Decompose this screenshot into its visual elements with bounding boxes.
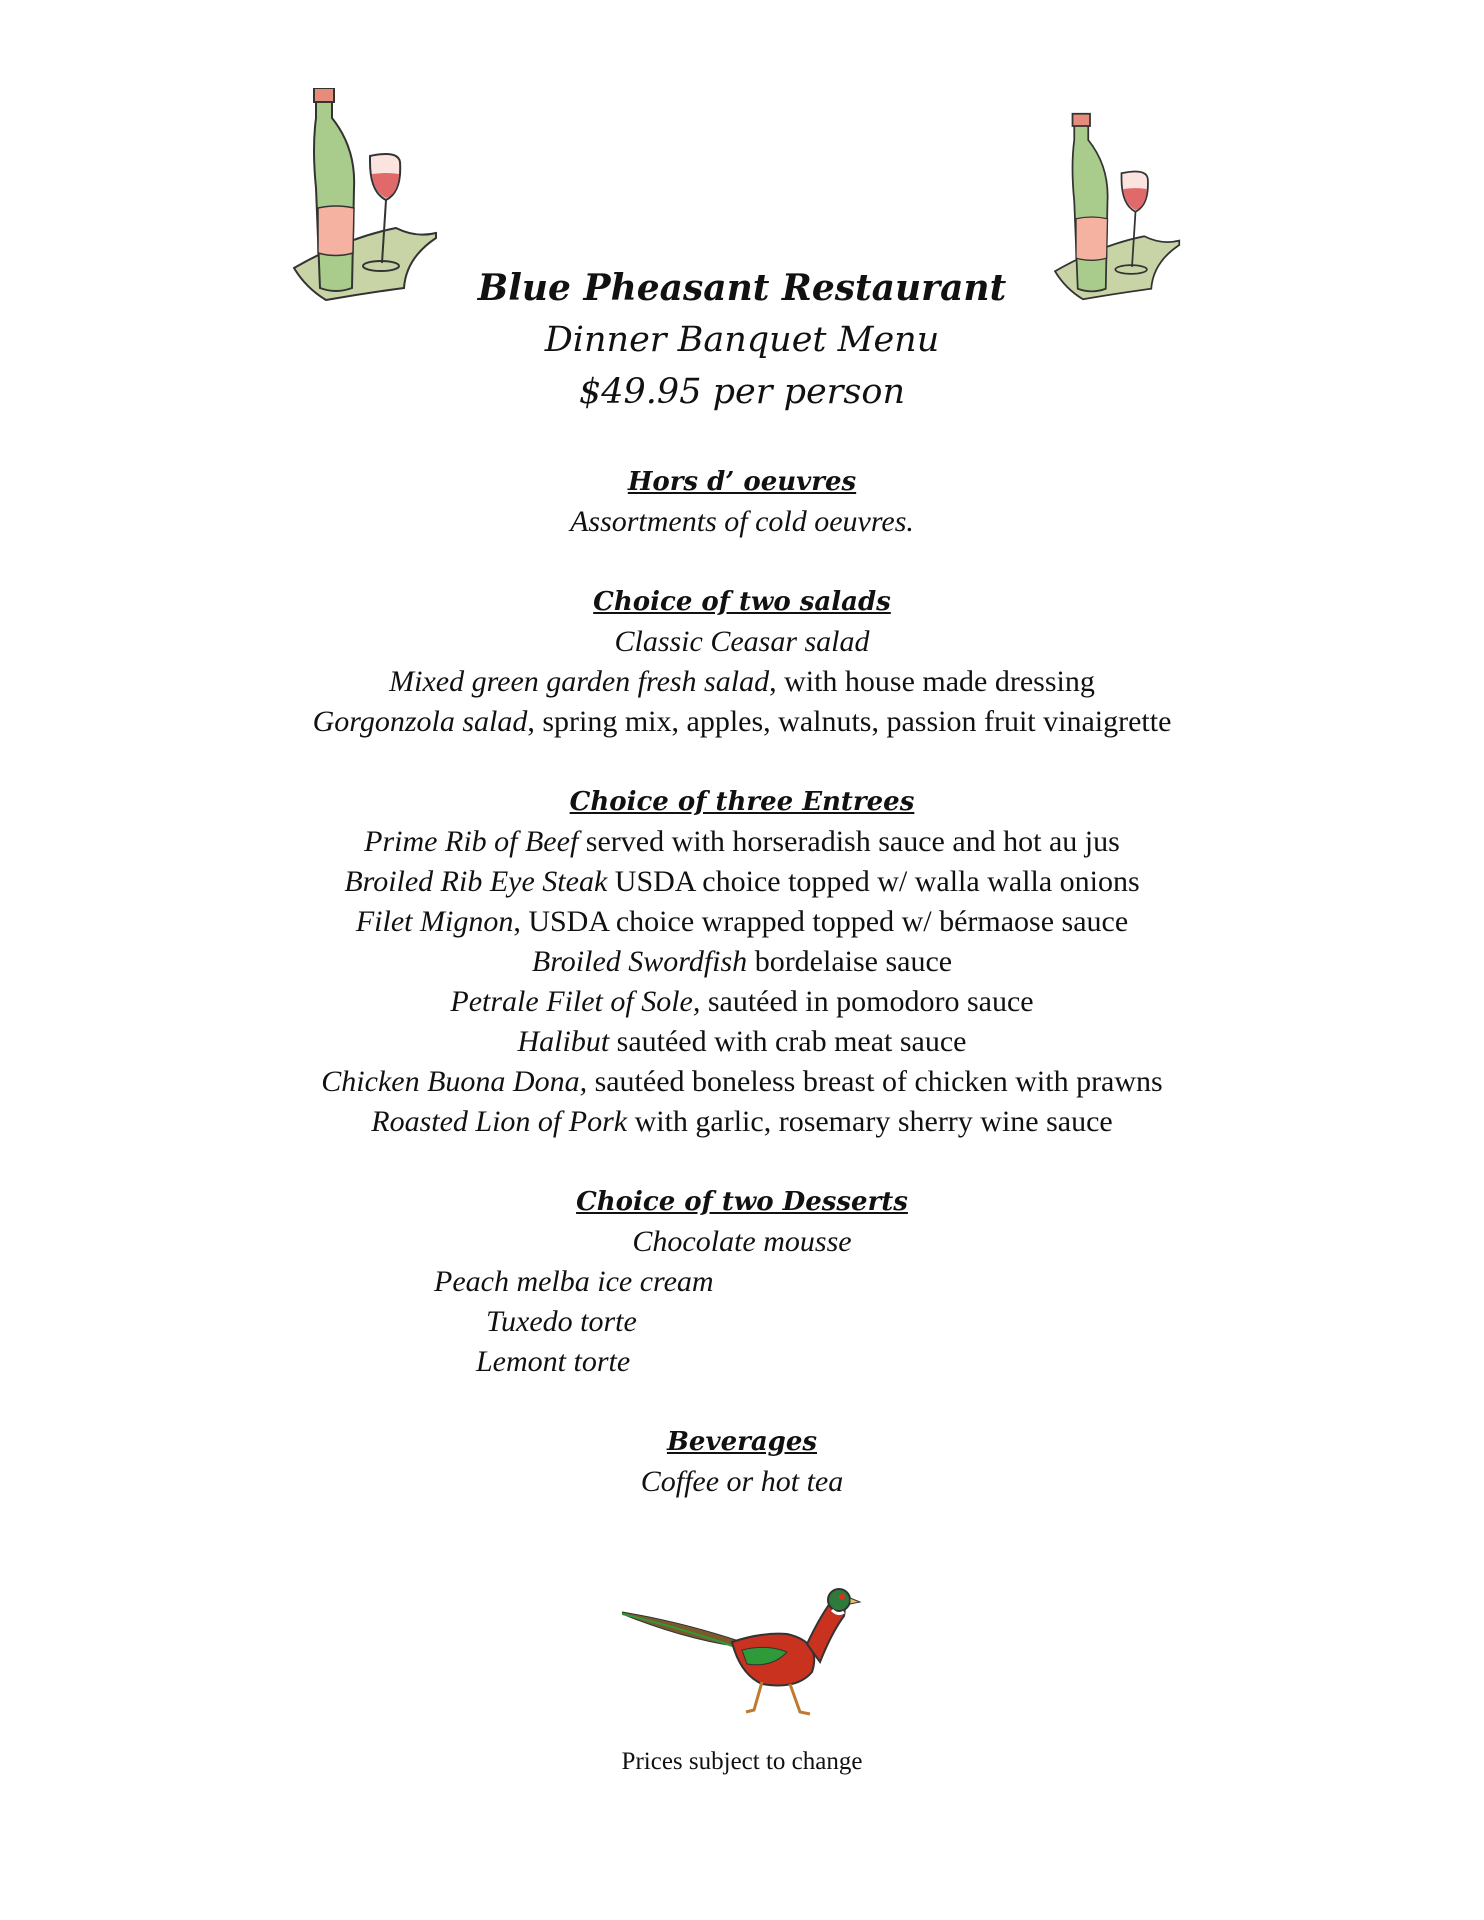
item-name: Mixed green garden fresh salad [389, 665, 770, 698]
menu-item: Chocolate mousse [632, 1225, 852, 1258]
item-desc: served with horseradish sauce and hot au jus [578, 825, 1120, 858]
section-beverages [0, 1422, 1484, 1502]
menu-item [0, 662, 1484, 702]
item-desc: bordelaise sauce [747, 945, 953, 978]
item-name: Broiled Rib Eye Steak [344, 865, 608, 898]
menu-item [0, 702, 1484, 742]
price-per-person: $49.95 per person [579, 372, 905, 412]
menu-item [0, 982, 1484, 1022]
item-desc: with garlic, rosemary sherry wine sauce [627, 1105, 1113, 1138]
restaurant-name: Blue Pheasant Restaurant [477, 267, 1007, 309]
menu-body [0, 262, 1484, 1502]
prices-note: Prices subject to change [621, 1748, 863, 1775]
item-name: Halibut [517, 1025, 610, 1058]
item-name: Gorgonzola salad [312, 705, 528, 738]
menu-item [0, 942, 1484, 982]
section-heading: Hors d’ oeuvres [627, 467, 857, 497]
item-name: Prime Rib of Beef [364, 825, 579, 858]
menu-item [0, 622, 1484, 662]
menu-item: Tuxedo torte [486, 1305, 637, 1338]
section-heading: Beverages [666, 1427, 818, 1457]
menu-item: Lemont torte [476, 1345, 631, 1378]
section-hors-doeuvres [0, 462, 1484, 542]
item-desc: , with house made dressing [769, 665, 1095, 698]
item-desc: , USDA choice wrapped topped w/ bérmaose sauce [513, 905, 1129, 938]
section-heading: Choice of two Desserts [576, 1187, 908, 1217]
menu-item: Peach melba ice cream [434, 1265, 714, 1298]
section-desserts [0, 1182, 1484, 1382]
pheasant-icon [622, 1572, 862, 1722]
item-desc: USDA choice topped w/ walla walla onions [607, 865, 1140, 898]
item-name: Chicken Buona Dona, [321, 1065, 588, 1098]
item-desc: sautéed boneless breast of chicken with prawns [587, 1065, 1163, 1098]
section-heading: Choice of two salads [593, 587, 891, 617]
menu-item: Assortments of cold oeuvres. [570, 505, 914, 538]
menu-item: Coffee or hot tea [640, 1465, 844, 1498]
section-entrees [0, 782, 1484, 1142]
item-desc: sautéed with crab meat sauce [609, 1025, 967, 1058]
item-name: Petrale Filet of Sole, [450, 985, 701, 1018]
item-desc: sautéed in pomodoro sauce [700, 985, 1034, 1018]
item-desc: , spring mix, apples, walnuts, passion fruit vinaigrette [527, 705, 1172, 738]
section-salads [0, 582, 1484, 742]
item-name: Broiled Swordfish [531, 945, 748, 978]
menu-item [0, 1022, 1484, 1062]
menu-item [0, 1062, 1484, 1102]
menu-title: Dinner Banquet Menu [544, 320, 940, 360]
menu-item [0, 1102, 1484, 1142]
menu-item [0, 902, 1484, 942]
item-name: Roasted Lion of Pork [371, 1105, 628, 1138]
section-heading: Choice of three Entrees [569, 787, 915, 817]
menu-item [0, 862, 1484, 902]
item-name: Filet Mignon [355, 905, 514, 938]
menu-item [0, 822, 1484, 862]
item-name: Classic Ceasar salad [614, 625, 870, 658]
